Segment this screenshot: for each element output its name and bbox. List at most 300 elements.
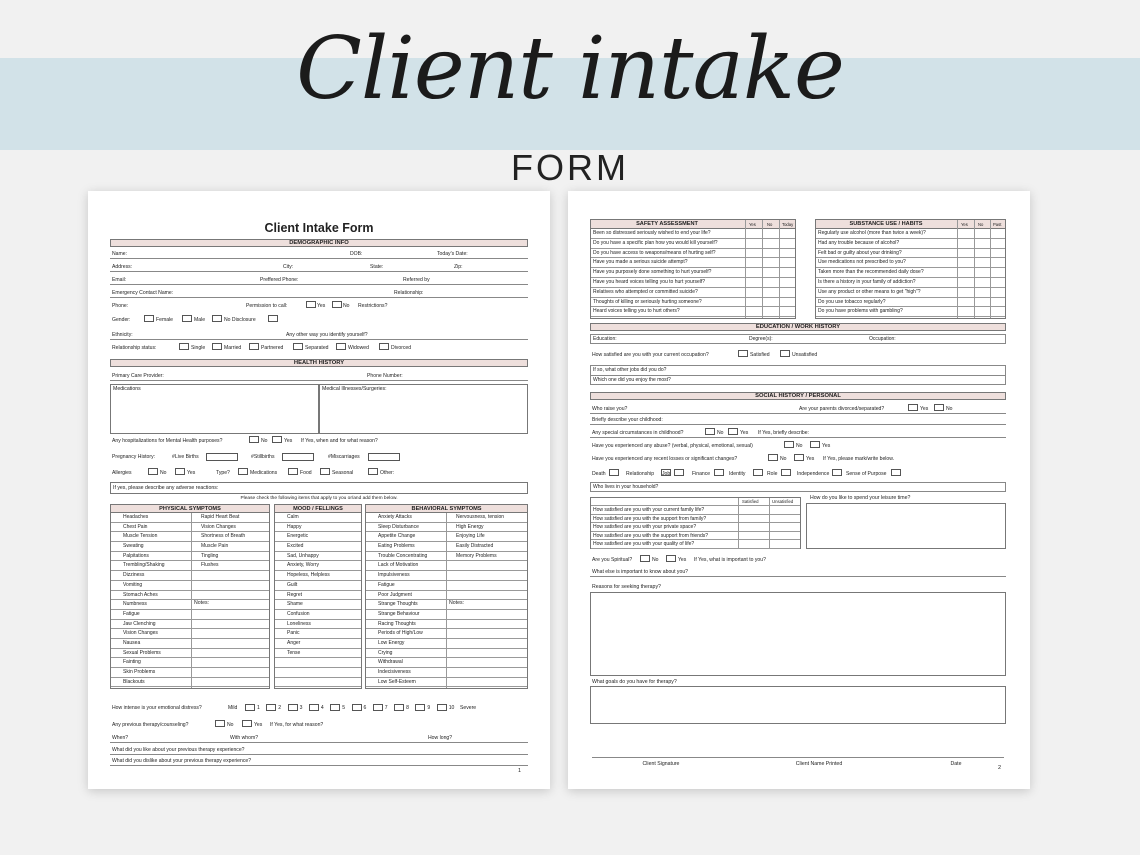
- separated-checkbox[interactable]: [293, 343, 303, 350]
- question-row[interactable]: [816, 298, 1005, 308]
- question-text: Taken more than the recommended daily dose?: [818, 269, 924, 276]
- physical-symptoms-table: [110, 504, 270, 689]
- symptom-item: Impulsiveness: [378, 572, 410, 579]
- row-hosp: [110, 436, 528, 446]
- symptom-row[interactable]: [275, 532, 361, 542]
- loss-type-label: Death: [592, 471, 606, 477]
- leisure-box[interactable]: [806, 503, 1006, 549]
- prev-yes-checkbox[interactable]: [242, 720, 252, 727]
- row-allergies: [110, 468, 528, 478]
- unsatisfied-checkbox[interactable]: [780, 350, 790, 357]
- loss-type-label: Relationship: [626, 471, 655, 477]
- illnesses-box[interactable]: [319, 384, 528, 434]
- name-label: Name:: [112, 251, 128, 257]
- symptom-row[interactable]: [275, 571, 361, 581]
- physical-header: PHYSICAL SYMPTOMS: [111, 505, 269, 513]
- symptom-item: Vision Changes: [201, 523, 236, 530]
- hosp-label: Any hospitalizations for Mental Health purposes?: [112, 438, 223, 444]
- email-label: Email:: [112, 277, 127, 283]
- symptom-item: Jaw Clenching: [123, 620, 156, 627]
- allergies-yes-checkbox[interactable]: [175, 468, 185, 475]
- symptom-item: Anxiety Attacks: [378, 514, 412, 520]
- permission-yes-checkbox[interactable]: [306, 301, 316, 308]
- allergies-no-checkbox[interactable]: [148, 468, 158, 475]
- substance-col-no: No: [978, 222, 984, 227]
- question-row[interactable]: [816, 258, 1005, 268]
- symptom-row[interactable]: [275, 542, 361, 552]
- symptom-item: Trouble Concentrating: [378, 552, 428, 559]
- relationship-label: Relationship:: [394, 290, 424, 296]
- permission-no-checkbox[interactable]: [332, 301, 342, 308]
- symptom-row[interactable]: [275, 523, 361, 533]
- hosp-no-label: No: [261, 438, 268, 444]
- form-title: Client Intake Form: [264, 221, 374, 235]
- satisfied-label: Satisfied: [750, 352, 770, 358]
- other-jobs-label: If so, what other jobs did you do?: [593, 367, 667, 373]
- symptom-row[interactable]: [275, 620, 361, 630]
- permission-label: Permission to call:: [246, 303, 288, 309]
- loss-type-checkbox[interactable]: [891, 469, 901, 476]
- symptom-item: Numbness: [123, 601, 147, 608]
- symptom-row[interactable]: [111, 523, 269, 533]
- form-page-2: [568, 191, 1030, 789]
- yes-label: Yes: [317, 303, 326, 309]
- question-text: Use medications not prescribed to you?: [818, 259, 906, 266]
- goals-label: What goals do you have for therapy?: [592, 679, 677, 685]
- page-number-2: 2: [998, 765, 1002, 771]
- partnered-label: Partnered: [261, 345, 284, 351]
- symptom-row[interactable]: [111, 658, 269, 668]
- nodisclosure-checkbox[interactable]: [212, 315, 222, 322]
- symptom-item: Muscle Pain: [201, 543, 229, 550]
- divorced-checkbox[interactable]: [379, 343, 389, 350]
- pcp-phone-label: Phone Number:: [367, 373, 403, 379]
- loss-type-label: Finance: [692, 471, 711, 477]
- distress-scale-number: 10: [448, 705, 455, 711]
- question-text: Do you have problems with gambling?: [818, 308, 903, 315]
- symptom-item: Anger: [287, 639, 301, 646]
- prev-no-checkbox[interactable]: [215, 720, 225, 727]
- losses-yes-checkbox[interactable]: [794, 454, 804, 461]
- symptom-item: Happy: [287, 523, 302, 530]
- abuse-yes-label: Yes: [822, 443, 831, 449]
- symptom-item: Vomiting: [123, 581, 143, 588]
- prev-no-label: No: [227, 722, 234, 728]
- seasonal-checkbox[interactable]: [320, 468, 330, 475]
- prev-yes-label: Yes: [254, 722, 263, 728]
- loss-type-checkbox[interactable]: [609, 469, 619, 476]
- question-row[interactable]: [591, 249, 795, 259]
- symptom-row[interactable]: [111, 620, 269, 630]
- nodisclosure-label: No Disclosure: [224, 317, 256, 323]
- row-other-jobs: [590, 365, 1006, 375]
- occupation-label: Occupation:: [869, 336, 896, 342]
- unsatisfied-label: Unsatisfied: [792, 352, 818, 358]
- education-label: Education:: [593, 336, 617, 342]
- symptom-row[interactable]: [111, 678, 269, 688]
- symptom-row[interactable]: [275, 561, 361, 571]
- male-checkbox[interactable]: [182, 315, 192, 322]
- widowed-checkbox[interactable]: [336, 343, 346, 350]
- satisfaction-question: How satisfied are you with your current family life?: [593, 507, 705, 513]
- distress-scale-number: 7: [384, 705, 388, 711]
- question-text: Been so distressed seriously wished to end your life?: [593, 230, 711, 236]
- symptom-row[interactable]: [275, 552, 361, 562]
- distress-scale-checkbox[interactable]: [352, 704, 362, 711]
- symptom-row[interactable]: [275, 639, 361, 649]
- pregnancy-label: Pregnancy History:: [112, 454, 156, 460]
- question-text: Heard voices telling you to hurt others?: [593, 308, 680, 315]
- row-special: [590, 428, 1006, 438]
- symptom-item: Low Energy: [378, 639, 405, 646]
- divorced-label: Divorced: [391, 345, 412, 351]
- symptom-item: Eating Problems: [378, 543, 415, 550]
- divorced-yes-checkbox[interactable]: [908, 404, 918, 411]
- symptom-row[interactable]: [275, 649, 361, 659]
- food-checkbox[interactable]: [288, 468, 298, 475]
- loss-type-checkbox[interactable]: [781, 469, 791, 476]
- other-checkbox[interactable]: [368, 468, 378, 475]
- question-row[interactable]: [591, 258, 795, 268]
- hosp-yes-checkbox[interactable]: [272, 436, 282, 443]
- loss-type-checkbox[interactable]: [714, 469, 724, 476]
- distress-scale-number: 3: [299, 705, 303, 711]
- loss-type-label: Job: [662, 471, 671, 477]
- loss-type-label: Sense of Purpose: [846, 471, 887, 477]
- substance-header: SUBSTANCE USE / HABITS: [849, 221, 923, 227]
- symptom-item: Appetite Change: [378, 533, 416, 540]
- loss-type-checkbox[interactable]: [753, 469, 763, 476]
- edu-header: EDUCATION / WORK HISTORY: [590, 323, 1006, 331]
- substance-table: [815, 219, 1006, 319]
- question-text: Do you have access to weapons/means of hurting self?: [593, 249, 716, 256]
- distress-scale-checkbox[interactable]: [266, 704, 276, 711]
- symptom-item: Calm: [287, 514, 299, 520]
- symptom-item: Lack of Motivation: [378, 562, 419, 569]
- married-checkbox[interactable]: [212, 343, 222, 350]
- pphone-label: Preffered Phone:: [260, 277, 299, 283]
- parents-divorced-label: Are your parents divorced/separated?: [799, 406, 885, 412]
- symptom-item: Enjoying Life: [456, 533, 485, 540]
- page-number-1: 1: [518, 768, 522, 774]
- symptom-item: Low Self-Esteem: [378, 678, 416, 685]
- emergency-label: Emergency Contact Name:: [112, 290, 174, 296]
- single-checkbox[interactable]: [179, 343, 189, 350]
- city-label: City:: [283, 264, 294, 270]
- symptom-item: Sad, Unhappy: [287, 552, 319, 559]
- distress-scale-number: 9: [427, 705, 431, 711]
- miscarriages-input[interactable]: [368, 453, 400, 461]
- dislike-label: What did you dislike about your previous therapy experience?: [112, 758, 252, 764]
- satisfaction-question: How satisfied are you with the support from friends?: [593, 532, 709, 539]
- gender-other-checkbox[interactable]: [268, 315, 278, 322]
- special-no-checkbox[interactable]: [705, 428, 715, 435]
- seasonal-label: Seasonal: [332, 470, 354, 476]
- row-household: [590, 482, 1006, 492]
- symptom-item: Guilt: [287, 581, 298, 588]
- symptom-item: Withdrawal: [378, 659, 403, 666]
- question-row[interactable]: [591, 278, 795, 288]
- degree-label: Degree(s):: [749, 336, 773, 342]
- symptom-item: Hopeless, Helpless: [287, 572, 330, 579]
- abuse-no-label: No: [796, 443, 803, 449]
- question-row[interactable]: [816, 307, 1005, 317]
- abuse-no-checkbox[interactable]: [784, 441, 794, 448]
- adverse-box[interactable]: [110, 482, 528, 494]
- distress-scale-number: 5: [342, 705, 346, 711]
- distress-scale-checkbox[interactable]: [437, 704, 447, 711]
- special-yes-checkbox[interactable]: [728, 428, 738, 435]
- type-medications-label: Medications: [250, 470, 278, 476]
- symptom-item: Chest Pain: [123, 523, 148, 530]
- substance-header-row: [816, 220, 1005, 229]
- question-row[interactable]: [816, 278, 1005, 288]
- safety-header-row: [591, 220, 795, 229]
- occupation-satisfied-label: How satisfied are you with your current occupation?: [592, 352, 709, 358]
- health-header: HEALTH HISTORY: [110, 359, 528, 367]
- symptom-item: Racing Thoughts: [378, 620, 416, 627]
- question-row[interactable]: [591, 307, 795, 317]
- special-ifyes-label: If Yes, briefly describe:: [758, 430, 809, 436]
- question-text: Felt bad or guilty about your drinking?: [818, 249, 902, 256]
- symptom-item: High Energy: [456, 523, 484, 530]
- symptom-row[interactable]: [111, 532, 269, 542]
- allergies-yes-label: Yes: [187, 470, 196, 476]
- symptom-item: Strange Thoughts: [378, 601, 418, 608]
- symptom-item: Panic: [287, 630, 300, 637]
- stillbirths-label: #Stillbirths: [251, 454, 275, 460]
- miscarriages-label: #Miscarriages: [328, 454, 360, 460]
- severe-label: Severe: [460, 705, 477, 711]
- medications-checkbox[interactable]: [238, 468, 248, 475]
- distress-scale-checkbox[interactable]: [309, 704, 319, 711]
- row-abuse: [590, 441, 1006, 451]
- medications-label: Medications: [113, 386, 141, 392]
- loss-type-label: Independence: [797, 471, 830, 477]
- howlong-label: How long?: [428, 735, 453, 741]
- symptom-item: Memory Problems: [456, 552, 497, 559]
- question-row[interactable]: [591, 268, 795, 278]
- separated-label: Separated: [305, 345, 329, 351]
- abuse-yes-checkbox[interactable]: [810, 441, 820, 448]
- loss-type-label: Role: [767, 471, 778, 477]
- row-pregnancy: [110, 452, 528, 462]
- distress-scale-number: 1: [257, 705, 260, 711]
- hosp-no-checkbox[interactable]: [249, 436, 259, 443]
- goals-box[interactable]: [590, 686, 1006, 724]
- row-name: [110, 249, 528, 259]
- question-row[interactable]: [816, 239, 1005, 249]
- leisure-label: How do you like to spend your leisure time?: [810, 495, 911, 501]
- row-raise: [590, 404, 1006, 414]
- like-label: What did you like about your previous therapy experience?: [112, 747, 245, 753]
- distress-scale-checkbox[interactable]: [394, 704, 404, 711]
- symptom-item: Muscle Tension: [123, 533, 158, 540]
- enjoy-label: Which one did you enjoy the most?: [593, 377, 671, 383]
- symptom-item: Flushes: [201, 562, 219, 569]
- symptom-row[interactable]: [111, 552, 269, 562]
- symptom-row[interactable]: [111, 610, 269, 620]
- symptom-row[interactable]: [111, 571, 269, 581]
- symptom-row[interactable]: [275, 610, 361, 620]
- losses-yes-label: Yes: [806, 456, 815, 462]
- reasons-box[interactable]: [590, 592, 1006, 676]
- question-row[interactable]: [591, 239, 795, 249]
- divorced-no-checkbox[interactable]: [934, 404, 944, 411]
- losses-no-checkbox[interactable]: [768, 454, 778, 461]
- symptom-item: Vision Changes: [123, 630, 158, 637]
- single-label: Single: [191, 345, 206, 351]
- pcp-label: Primary Care Provider:: [112, 373, 164, 379]
- type-label: Type?: [216, 470, 230, 476]
- spiritual-no-label: No: [652, 557, 659, 563]
- loss-type-checkbox[interactable]: [832, 469, 842, 476]
- stillbirths-input[interactable]: [282, 453, 314, 461]
- symptom-item: Rapid Heart Beat: [201, 514, 240, 520]
- partnered-checkbox[interactable]: [249, 343, 259, 350]
- referred-label: Referred by: [403, 277, 430, 283]
- symptom-row[interactable]: [111, 561, 269, 571]
- symptom-item: Confusion: [287, 610, 310, 617]
- row-enjoy: [590, 375, 1006, 385]
- distress-scale-checkbox[interactable]: [288, 704, 298, 711]
- question-text: Regularly use alcohol (more than twice a week)?: [818, 230, 926, 236]
- special-label: Any special circumstances in childhood?: [592, 430, 684, 436]
- row-else: [590, 567, 1006, 577]
- address-label: Address:: [112, 264, 133, 270]
- question-text: Relatives who attempted or committed suicide?: [593, 288, 698, 295]
- symptom-row[interactable]: [111, 639, 269, 649]
- today-label: Today's Date:: [437, 251, 468, 257]
- symptom-item: Palpitations: [123, 552, 149, 559]
- row-email: [110, 275, 528, 285]
- distress-scale-checkbox[interactable]: [415, 704, 425, 711]
- symptom-row[interactable]: [275, 678, 361, 688]
- question-row[interactable]: [816, 249, 1005, 259]
- client-name-printed-line[interactable]: Client Name Printed: [730, 757, 908, 767]
- symptom-item: Shame: [287, 601, 303, 608]
- question-row[interactable]: [591, 229, 795, 239]
- date-line[interactable]: Date: [908, 757, 1004, 767]
- spiritual-no-checkbox[interactable]: [640, 555, 650, 562]
- symptom-row[interactable]: [275, 513, 361, 523]
- spiritual-yes-checkbox[interactable]: [666, 555, 676, 562]
- symptom-row[interactable]: [111, 600, 269, 610]
- question-text: Have you heard voices telling you to hurt yourself?: [593, 278, 706, 285]
- spiritual-label: Are you Spiritual?: [592, 557, 633, 563]
- client-signature-line[interactable]: Client Signature: [592, 757, 730, 767]
- symptom-item: Blackouts: [123, 678, 145, 685]
- symptom-row[interactable]: [111, 629, 269, 639]
- distress-scale-checkbox[interactable]: [330, 704, 340, 711]
- question-text: Is there a history in your family of addiction?: [818, 278, 916, 285]
- spiritual-yes-label: Yes: [678, 557, 687, 563]
- physical-notes-label: Notes:: [194, 600, 209, 606]
- symptom-item: Sweating: [123, 543, 144, 550]
- allergies-no-label: No: [160, 470, 167, 476]
- symptom-row[interactable]: [111, 649, 269, 659]
- row-dislike: [110, 756, 528, 766]
- symptom-item: Sexual Problems: [123, 649, 161, 656]
- dob-label: DOB:: [350, 251, 363, 257]
- symptom-row[interactable]: [275, 581, 361, 591]
- symptom-row[interactable]: [111, 581, 269, 591]
- question-row[interactable]: [816, 288, 1005, 298]
- question-row[interactable]: [591, 298, 795, 308]
- restrictions-label: Restrictions?: [358, 303, 388, 309]
- question-text: Use any product or other means to get "high"?: [818, 288, 921, 295]
- question-text: Do you have a specific plan how you would kill yourself?: [593, 239, 718, 246]
- symptom-item: Trembling/Shaking: [123, 562, 165, 569]
- when-label: When?: [112, 735, 129, 741]
- symptom-row[interactable]: [275, 591, 361, 601]
- symptom-row[interactable]: [275, 629, 361, 639]
- symptom-item: Nausea: [123, 639, 141, 646]
- row-distress: [110, 703, 528, 713]
- prev-therapy-label: Any previous therapy/counseling?: [112, 722, 189, 728]
- symptom-item: Tense: [287, 649, 301, 656]
- form-page-1: [88, 191, 550, 789]
- symptom-row[interactable]: [111, 668, 269, 678]
- food-label: Food: [300, 470, 312, 476]
- distress-scale: [243, 703, 483, 713]
- social-header: SOCIAL HISTORY / PERSONAL: [590, 392, 1006, 400]
- phone-label: Phone:: [112, 303, 129, 309]
- other-label: Other:: [380, 470, 395, 476]
- row-emergency: [110, 288, 528, 298]
- distress-scale-checkbox[interactable]: [245, 704, 255, 711]
- symptom-item: Fatigue: [378, 581, 395, 588]
- losses-no-label: No: [780, 456, 787, 462]
- row-education: [590, 334, 1006, 344]
- symptom-row[interactable]: [111, 591, 269, 601]
- question-row[interactable]: [591, 288, 795, 298]
- symptom-item: Shortness of Breath: [201, 533, 246, 540]
- livebirths-input[interactable]: [206, 453, 238, 461]
- losses-ifyes-label: If Yes, please mark/write below.: [823, 456, 895, 462]
- question-row[interactable]: [816, 229, 1005, 239]
- household-label: Who lives in your household?: [593, 484, 659, 490]
- no-label: No: [343, 303, 350, 309]
- state-label: State:: [370, 264, 384, 270]
- symptom-row[interactable]: [275, 668, 361, 678]
- hosp-ifyes-label: If Yes, when and for what reason?: [301, 438, 378, 444]
- female-checkbox[interactable]: [144, 315, 154, 322]
- special-no-label: No: [717, 430, 724, 436]
- relstatus-label: Relationship status:: [112, 345, 157, 351]
- question-row[interactable]: [816, 268, 1005, 278]
- behavioral-table: [365, 504, 528, 689]
- row-ethnicity: [110, 330, 528, 340]
- satisfied-checkbox[interactable]: [738, 350, 748, 357]
- symptom-row[interactable]: [111, 542, 269, 552]
- medications-box[interactable]: [110, 384, 319, 434]
- row-gender: [110, 315, 528, 325]
- loss-type-checkbox[interactable]: [674, 469, 684, 476]
- divorced-no-label: No: [946, 406, 953, 412]
- symptom-row[interactable]: [275, 658, 361, 668]
- hosp-yes-label: Yes: [284, 438, 293, 444]
- distress-scale-number: 2: [278, 705, 282, 711]
- symptom-row[interactable]: [111, 513, 269, 523]
- livebirths-label: #Live Births: [172, 454, 199, 460]
- distress-scale-checkbox[interactable]: [373, 704, 383, 711]
- substance-col-yes: Yes: [961, 222, 968, 227]
- satisfaction-question: How satisfied are you with your private space?: [593, 524, 697, 531]
- symptom-row[interactable]: [275, 600, 361, 610]
- symptom-item: Skin Problems: [123, 669, 156, 675]
- row-childhood: [590, 415, 1006, 425]
